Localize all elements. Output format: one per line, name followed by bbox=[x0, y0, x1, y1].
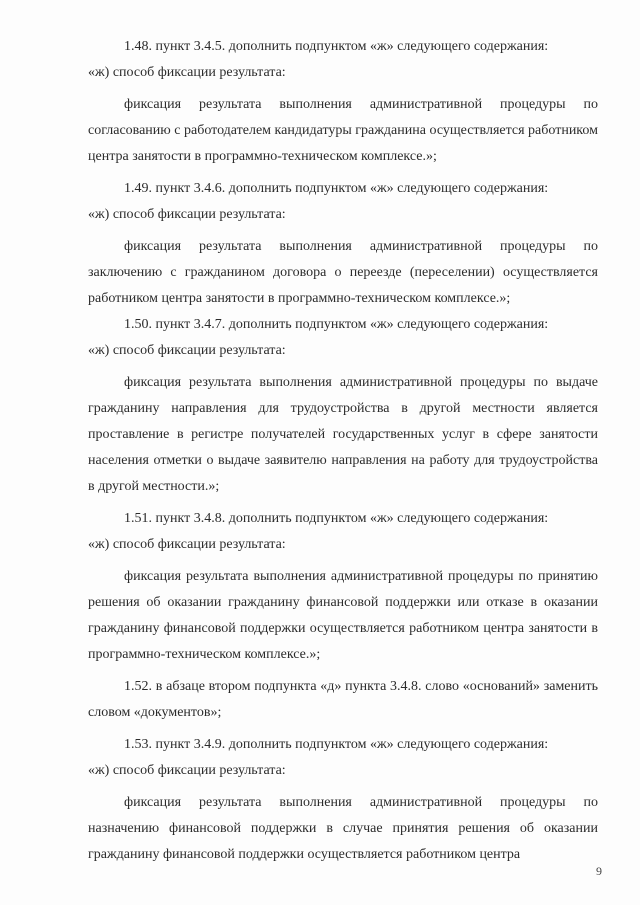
item-1-51-body: фиксация результата выполнения административной процедуры по принятию решения об оказании гражданину финансовой поддержки или отказе в оказании гражданину финансовой поддержки осуществляется работником центра занятости в программно-техническом комплексе.»; bbox=[88, 569, 598, 662]
document-body bbox=[88, 34, 598, 868]
item-1-49-body: фиксация результата выполнения административной процедуры по заключению с гражданином договора о переезде (переселении) осуществляется работником центра занятости в программно-техническом комплексе.»; bbox=[88, 239, 598, 306]
item-1-52-heading: 1.52. в абзаце втором подпункта «д» пункта 3.4.8. слово «оснований» заменить словом «документов»; bbox=[88, 679, 598, 720]
item-1-53-body: фиксация результата выполнения административной процедуры по назначению финансовой поддержки в случае принятия решения об оказании гражданину финансовой поддержки осуществляется работником центра bbox=[88, 795, 598, 862]
item-1-48-heading: 1.48. пункт 3.4.5. дополнить подпунктом «ж» следующего содержания: bbox=[124, 39, 549, 54]
item-1-49-heading: 1.49. пункт 3.4.6. дополнить подпунктом «ж» следующего содержания: bbox=[124, 181, 549, 196]
item-1-53-heading: 1.53. пункт 3.4.9. дополнить подпунктом «ж» следующего содержания: bbox=[124, 737, 549, 752]
item-1-50-heading: 1.50. пункт 3.4.7. дополнить подпунктом «ж» следующего содержания: bbox=[124, 317, 549, 332]
item-1-48-subheading: «ж) способ фиксации результата: bbox=[88, 65, 286, 80]
item-1-48-body: фиксация результата выполнения административной процедуры по согласованию с работодателем кандидатуры гражданина осуществляется работником центра занятости в программно-техническом комплексе.»; bbox=[88, 97, 598, 164]
item-1-49-subheading: «ж) способ фиксации результата: bbox=[88, 207, 286, 222]
item-1-51-heading: 1.51. пункт 3.4.8. дополнить подпунктом «ж» следующего содержания: bbox=[124, 511, 549, 526]
item-1-50-body: фиксация результата выполнения административной процедуры по выдаче гражданину направления для трудоустройства в другой местности является проставление в регистре получателей государственных услуг в сфере занятости населения отметки о выдаче заявителю направления на работу для трудоустройства в другой местности.»; bbox=[88, 375, 598, 494]
item-1-50-subheading: «ж) способ фиксации результата: bbox=[88, 343, 286, 358]
page-number: 9 bbox=[596, 864, 602, 878]
item-1-53-subheading: «ж) способ фиксации результата: bbox=[88, 763, 286, 778]
item-1-51-subheading: «ж) способ фиксации результата: bbox=[88, 537, 286, 552]
